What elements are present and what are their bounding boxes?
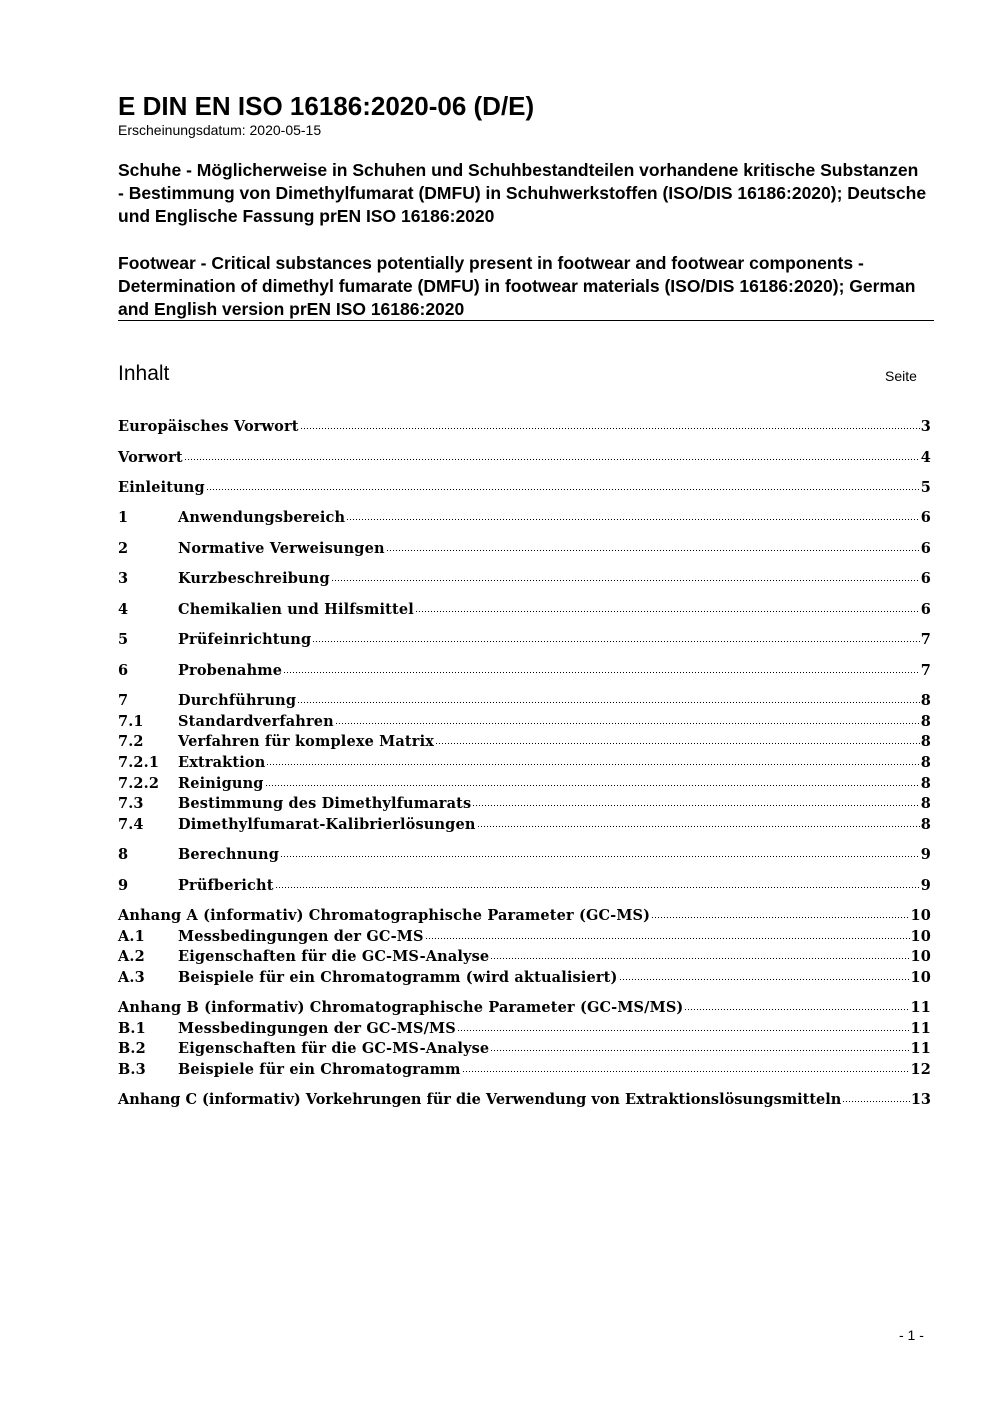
toc-leader-dots bbox=[651, 916, 909, 920]
toc-entry-page: 6 bbox=[920, 509, 931, 526]
toc-leader-dots bbox=[312, 640, 919, 644]
toc-leader-dots bbox=[346, 518, 920, 522]
toc-entry-number: A.3 bbox=[118, 969, 145, 986]
title-english: Footwear - Critical substances potentially present in footwear and footwear components - Determination of dimethyl fumarate (DMFU) in footwear materials (ISO/DIS 16186:2020); German and English version prEN ISO 16186:2020 bbox=[118, 253, 916, 319]
toc-leader-dots bbox=[619, 978, 910, 982]
toc-entry[interactable] bbox=[118, 1061, 931, 1079]
toc-entry-title: Standardverfahren bbox=[178, 713, 334, 730]
toc-leader-dots bbox=[457, 1029, 910, 1033]
toc-entry[interactable] bbox=[118, 816, 931, 834]
toc-leader-dots bbox=[266, 763, 919, 767]
toc-entry-title: Prüfeinrichtung bbox=[178, 631, 312, 648]
toc-leader-dots bbox=[184, 458, 920, 462]
publication-date: Erscheinungsdatum: 2020-05-15 bbox=[118, 122, 322, 138]
toc-entry-page: 6 bbox=[920, 601, 931, 618]
toc-leader-dots bbox=[280, 855, 920, 859]
toc-entry-number: 7.4 bbox=[118, 816, 144, 833]
toc-entry-title: Reinigung bbox=[178, 775, 264, 792]
toc-entry-title: Europäisches Vorwort bbox=[118, 418, 299, 435]
title-divider bbox=[118, 320, 934, 321]
toc-entry-page: 9 bbox=[920, 877, 931, 894]
toc-entry-number: 7 bbox=[118, 692, 129, 709]
toc-entry-page: 7 bbox=[920, 631, 931, 648]
toc-entry-title: Extraktion bbox=[178, 754, 266, 771]
toc-entry-page: 11 bbox=[910, 1040, 931, 1057]
toc-entry-number: 8 bbox=[118, 846, 129, 863]
toc-entry[interactable] bbox=[118, 479, 931, 497]
toc-entry-title: Eigenschaften für die GC-MS-Analyse bbox=[178, 1040, 490, 1057]
toc-leader-dots bbox=[297, 701, 920, 705]
toc-entry-number: 4 bbox=[118, 601, 129, 618]
toc-entry-number: 7.1 bbox=[118, 713, 144, 730]
toc-leader-dots bbox=[335, 722, 920, 726]
toc-entry-number: 7.2.1 bbox=[118, 754, 160, 771]
toc-entry[interactable] bbox=[118, 877, 931, 895]
toc-entry-number: 2 bbox=[118, 540, 129, 557]
toc-entry-page: 10 bbox=[910, 969, 931, 986]
toc-entry-page: 7 bbox=[920, 662, 931, 679]
toc-leader-dots bbox=[490, 957, 909, 961]
toc-entry[interactable] bbox=[118, 775, 931, 793]
toc-entry-page: 11 bbox=[910, 999, 931, 1016]
toc-entry-title: Beispiele für ein Chromatogramm bbox=[178, 1061, 461, 1078]
toc-entry-page: 8 bbox=[920, 754, 931, 771]
toc-entry-number: 7.3 bbox=[118, 795, 144, 812]
toc-entry-title: Probenahme bbox=[178, 662, 283, 679]
toc-entry-number: 7.2 bbox=[118, 733, 144, 750]
toc-entry[interactable] bbox=[118, 631, 931, 649]
toc-leader-dots bbox=[435, 742, 920, 746]
page-number: - 1 - bbox=[899, 1327, 924, 1343]
toc-entry-title: Vorwort bbox=[118, 449, 183, 466]
toc-leader-dots bbox=[331, 579, 920, 583]
toc-entry-number: 6 bbox=[118, 662, 129, 679]
title-german: Schuhe - Möglicherweise in Schuhen und Schuhbestandteilen vorhandene kritische Substanzen - Bestimmung von Dimethylfumarat (DMFU) in Schuhwerkstoffen (ISO/DIS 16186:2020); Deutsche und Englische Fassung prEN ISO 16186:2020 bbox=[118, 160, 927, 226]
toc-entry[interactable] bbox=[118, 999, 931, 1017]
toc-heading: Inhalt bbox=[118, 362, 170, 385]
toc-entry-number: A.1 bbox=[118, 928, 145, 945]
toc-leader-dots bbox=[206, 488, 920, 492]
toc-entry-page: 13 bbox=[910, 1091, 931, 1108]
toc-leader-dots bbox=[300, 427, 920, 431]
toc-entry-title: Normative Verweisungen bbox=[178, 540, 385, 557]
toc-entry-page: 5 bbox=[920, 479, 931, 496]
toc-entry[interactable] bbox=[118, 1040, 931, 1058]
toc-entry-number: 1 bbox=[118, 509, 129, 526]
toc-entry-page: 8 bbox=[920, 795, 931, 812]
toc-entry-page: 10 bbox=[910, 928, 931, 945]
toc-entry-title: Bestimmung des Dimethylfumarats bbox=[178, 795, 472, 812]
toc-entry-number: 7.2.2 bbox=[118, 775, 160, 792]
toc-entry-title: Anhang C (informativ) Vorkehrungen für die Verwendung von Extraktionslösungsmitteln bbox=[118, 1091, 842, 1108]
toc-entry-page: 12 bbox=[910, 1061, 931, 1078]
toc-entry-page: 8 bbox=[920, 733, 931, 750]
toc-entry[interactable] bbox=[118, 540, 931, 558]
toc-entry[interactable] bbox=[118, 713, 931, 731]
toc-entry-number: B.1 bbox=[118, 1020, 146, 1037]
toc-entry-title: Einleitung bbox=[118, 479, 205, 496]
toc-leader-dots bbox=[472, 804, 919, 808]
toc-entry-page: 11 bbox=[910, 1020, 931, 1037]
toc-entry[interactable] bbox=[118, 570, 931, 588]
toc-leader-dots bbox=[386, 549, 920, 553]
toc-entry[interactable] bbox=[118, 662, 931, 680]
toc-entry-number: 9 bbox=[118, 877, 129, 894]
toc-leader-dots bbox=[415, 610, 920, 614]
toc-entry[interactable] bbox=[118, 692, 931, 710]
toc-entry-number: 5 bbox=[118, 631, 129, 648]
toc-entry-page: 9 bbox=[920, 846, 931, 863]
toc-entry-title: Durchführung bbox=[178, 692, 297, 709]
toc-leader-dots bbox=[477, 825, 920, 829]
toc-entry-page: 8 bbox=[920, 816, 931, 833]
toc-entry-title: Messbedingungen der GC-MS bbox=[178, 928, 424, 945]
toc-entry-number: A.2 bbox=[118, 948, 145, 965]
toc-leader-dots bbox=[265, 784, 920, 788]
toc-leader-dots bbox=[283, 671, 920, 675]
toc-entry[interactable] bbox=[118, 509, 931, 527]
toc-entry[interactable] bbox=[118, 733, 931, 751]
toc-entry[interactable] bbox=[118, 795, 931, 813]
toc-entry[interactable] bbox=[118, 601, 931, 619]
toc-entry[interactable] bbox=[118, 1091, 931, 1109]
toc-entry-title: Beispiele für ein Chromatogramm (wird aktualisiert) bbox=[178, 969, 618, 986]
toc-entry-title: Anwendungsbereich bbox=[178, 509, 346, 526]
toc-entry-page: 10 bbox=[910, 907, 931, 924]
toc-page-label: Seite bbox=[885, 368, 917, 384]
toc-entry[interactable] bbox=[118, 948, 931, 966]
toc-entry-page: 8 bbox=[920, 713, 931, 730]
toc-leader-dots bbox=[684, 1008, 909, 1012]
toc-entry-number: B.3 bbox=[118, 1061, 146, 1078]
toc-entry-page: 10 bbox=[910, 948, 931, 965]
toc-entry[interactable] bbox=[118, 754, 931, 772]
toc-entry-number: 3 bbox=[118, 570, 129, 587]
toc-leader-dots bbox=[275, 886, 920, 890]
toc-entry-page: 8 bbox=[920, 692, 931, 709]
toc-entry[interactable] bbox=[118, 907, 931, 925]
toc-entry-title: Berechnung bbox=[178, 846, 279, 863]
toc-entry[interactable] bbox=[118, 418, 931, 436]
toc-entry-title: Chemikalien und Hilfsmittel bbox=[178, 601, 414, 618]
toc-entry[interactable] bbox=[118, 1020, 931, 1038]
toc-leader-dots bbox=[462, 1070, 910, 1074]
toc-entry-number: B.2 bbox=[118, 1040, 146, 1057]
toc-entry-title: Anhang B (informativ) Chromatographische Parameter (GC-MS/MS) bbox=[118, 999, 684, 1016]
toc-entry[interactable] bbox=[118, 928, 931, 946]
toc-entry-page: 6 bbox=[920, 540, 931, 557]
toc-entry-page: 6 bbox=[920, 570, 931, 587]
toc-entry-title: Messbedingungen der GC-MS/MS bbox=[178, 1020, 456, 1037]
toc-entry-title: Verfahren für komplexe Matrix bbox=[178, 733, 435, 750]
toc-entry-title: Kurzbeschreibung bbox=[178, 570, 330, 587]
toc-entry[interactable] bbox=[118, 449, 931, 467]
toc-entry-title: Anhang A (informativ) Chromatographische Parameter (GC-MS) bbox=[118, 907, 651, 924]
toc-entry[interactable] bbox=[118, 846, 931, 864]
toc-leader-dots bbox=[425, 937, 910, 941]
toc-entry-page: 8 bbox=[920, 775, 931, 792]
toc-entry-page: 3 bbox=[920, 418, 931, 435]
toc-entry-page: 4 bbox=[920, 449, 931, 466]
toc-leader-dots bbox=[842, 1100, 909, 1104]
document-id: E DIN EN ISO 16186:2020-06 (D/E) bbox=[118, 91, 535, 121]
toc-entry-title: Eigenschaften für die GC-MS-Analyse bbox=[178, 948, 490, 965]
toc-entry[interactable] bbox=[118, 969, 931, 987]
toc-entry-title: Dimethylfumarat-Kalibrierlösungen bbox=[178, 816, 476, 833]
toc-entry-title: Prüfbericht bbox=[178, 877, 274, 894]
toc-leader-dots bbox=[490, 1049, 909, 1053]
